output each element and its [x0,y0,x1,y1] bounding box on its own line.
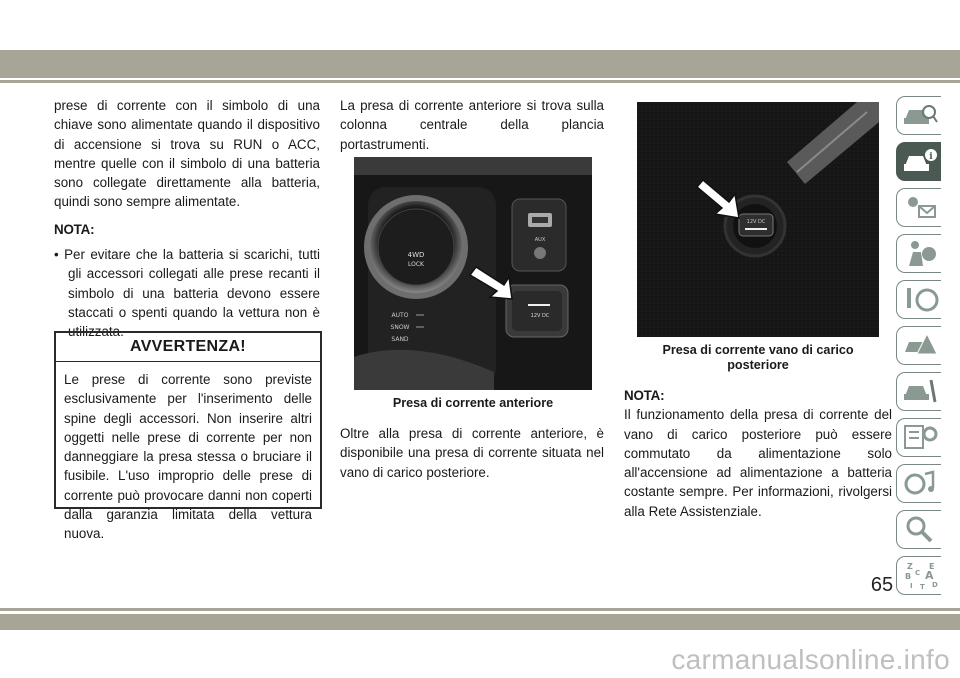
footer-band [0,614,960,630]
search-icon [901,514,939,544]
index-letters-icon [901,560,939,590]
knob-label-lock: LOCK [408,261,424,268]
mode-label-snow: SNOW [390,324,410,331]
svg-text:E: E [929,562,935,571]
tab-maintenance[interactable] [896,418,941,457]
car-search-icon [901,100,939,130]
rear-12v-label: 12V DC [746,219,766,225]
column-middle-lower [340,424,604,482]
warning-title: AVVERTENZA! [56,333,320,362]
rear-socket-paragraph: Oltre alla presa di corrente anteriore, è disponibile una presa di corrente situata nel vano di carico posteriore. [340,426,604,480]
maintenance-settings-icon [901,422,939,452]
mode-label-auto: AUTO [391,312,409,319]
nota-label-2: NOTA: [624,388,665,403]
header-band [0,50,960,78]
tab-index[interactable] [896,556,941,595]
watermark-text: carmanualsonline.info [671,644,950,675]
tab-service[interactable] [896,372,941,411]
svg-text:A: A [925,569,934,582]
svg-text:C: C [915,569,921,577]
header-rule [0,80,960,83]
page-top-margin [0,0,960,50]
tab-emergency[interactable] [896,326,941,365]
multimedia-icon [901,468,939,498]
tab-multimedia[interactable] [896,464,941,503]
column-middle [340,96,604,154]
column-right-lower [624,386,892,521]
tab-car-search[interactable] [896,96,941,135]
footer-rule [0,608,960,611]
airbag-safety-icon [901,238,939,268]
svg-text:Z: Z [907,562,913,571]
nota-bullet: • Per evitare che la batteria si scarichi, tutti gli accessori collegati alle prese recanti il simbolo di una batteria devono essere staccati o spenti quando la vettura non è utilizzata. [54,247,320,340]
aux-label: AUX [534,237,546,243]
tab-warning-lights[interactable] [896,188,941,227]
front-socket-paragraph: La presa di corrente anteriore si trova sulla colonna centrale della plancia portastrumenti. [340,98,604,152]
svg-text:D: D [932,581,938,589]
warning-box [54,331,322,542]
front-power-outlet-photo [354,157,592,390]
svg-text:i: i [929,152,933,162]
chapter-tabs [896,96,942,602]
column-left [54,96,320,342]
car-service-tools-icon [901,376,939,406]
car-hazard-icon [901,330,939,360]
car-info-icon [901,146,939,176]
svg-text:T: T [920,583,925,590]
12v-label: 12V DC [530,313,550,319]
page-number: 65 [870,574,894,596]
svg-text:B: B [905,572,912,581]
mode-label-sand: SAND [391,336,409,343]
tab-driving[interactable] [896,280,941,319]
driving-steering-icon [901,284,939,314]
tab-index-search[interactable] [896,510,941,549]
knob-label-4wd: 4WD [407,251,425,259]
nota-label: NOTA: [54,221,95,237]
rear-power-outlet-photo [637,102,879,337]
tab-safety[interactable] [896,234,941,273]
intro-paragraph: prese di corrente con il simbolo di una chiave sono alimentate quando il dispositivo di accensione si trova su RUN o ACC, mentre quelle con il simbolo di una batteria sono collegate direttamente alla batteria, quindi sono sempre alimentate. [54,98,320,210]
tab-car-info[interactable] [896,142,941,181]
rear-socket-note: Il funzionamento della presa di corrente del vano di carico posteriore può essere commutato da alimentazione solo all'accensione ad alimentazione a batteria costante sempre. Per informazioni, rivolgersi alla Rete Assistenziale. [624,407,892,519]
warning-light-message-icon [901,192,939,222]
front-outlet-caption: Presa di corrente anteriore [392,396,554,410]
warning-text: Le prese di corrente sono previste esclusivamente per l'inserimento delle spine degli accessori. Non inserire altri oggetti nelle prese di corrente per non danneggiare la presa stessa o bruciare il fusibile. L'uso improprio delle prese di corrente può provocare danni non coperti dalla garanzia limitata della vettura nuova. [64,372,312,542]
rear-outlet-caption: Presa di corrente vano di carico posteriore [662,343,854,372]
svg-text:I: I [910,582,913,590]
